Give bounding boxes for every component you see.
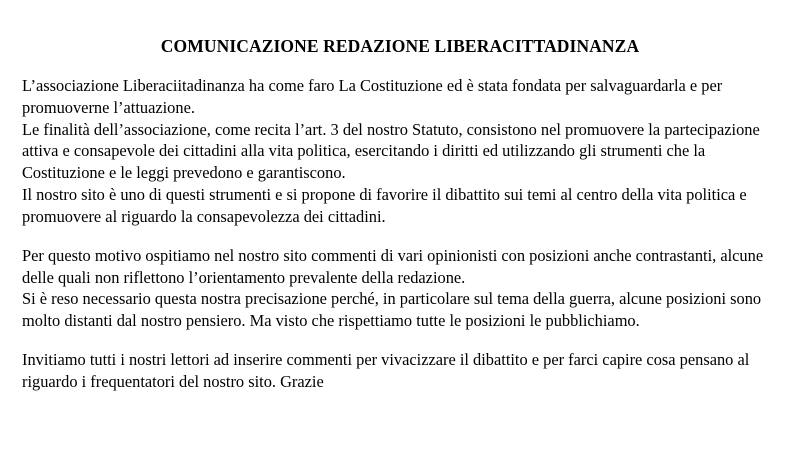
paragraph: Invitiamo tutti i nostri lettori ad inserire commenti per vivacizzare il dibattito e per farci capire cosa pensano al riguardo i frequentatori del nostro sito. Grazie bbox=[22, 349, 750, 391]
paragraph: Per questo motivo ospitiamo nel nostro sito commenti di vari opinionisti con posizioni anche contrastanti, alcune delle quali non riflettono l’orientamento prevalente della redazione. bbox=[22, 245, 764, 287]
paragraph-spacer bbox=[22, 332, 778, 349]
paragraph: Il nostro sito è uno di questi strumenti e si propone di favorire il dibattito sui temi al centro della vita politica e promuovere al riguardo la consapevolezza dei cittadini. bbox=[22, 185, 747, 226]
page-title: COMUNICAZIONE REDAZIONE LIBERACITTADINANZA bbox=[160, 36, 640, 56]
paragraph: Si è reso necessario questa nostra precisazione perché, in particolare sul tema della guerra, alcune posizioni sono molto distanti dal nostro pensiero. Ma visto che rispettiamo tutte le posizioni le pubblichiamo. bbox=[22, 289, 762, 331]
document-body bbox=[22, 75, 778, 393]
paragraph: L’associazione Liberaciitadinanza ha come faro La Costituzione ed è stata fondata per salvaguardarla e per promuoverne l’attuazione. bbox=[22, 76, 723, 117]
paragraph: Le finalità dell’associazione, come recita l’art. 3 del nostro Statuto, consistono nel promuovere la partecipazione attiva e consapevole dei cittadini alla vita politica, esercitando i diritti ed utilizzando gli strumenti che la Costituzione e le leggi prevedono e garantiscono. bbox=[22, 119, 760, 183]
paragraph-spacer bbox=[22, 228, 778, 245]
